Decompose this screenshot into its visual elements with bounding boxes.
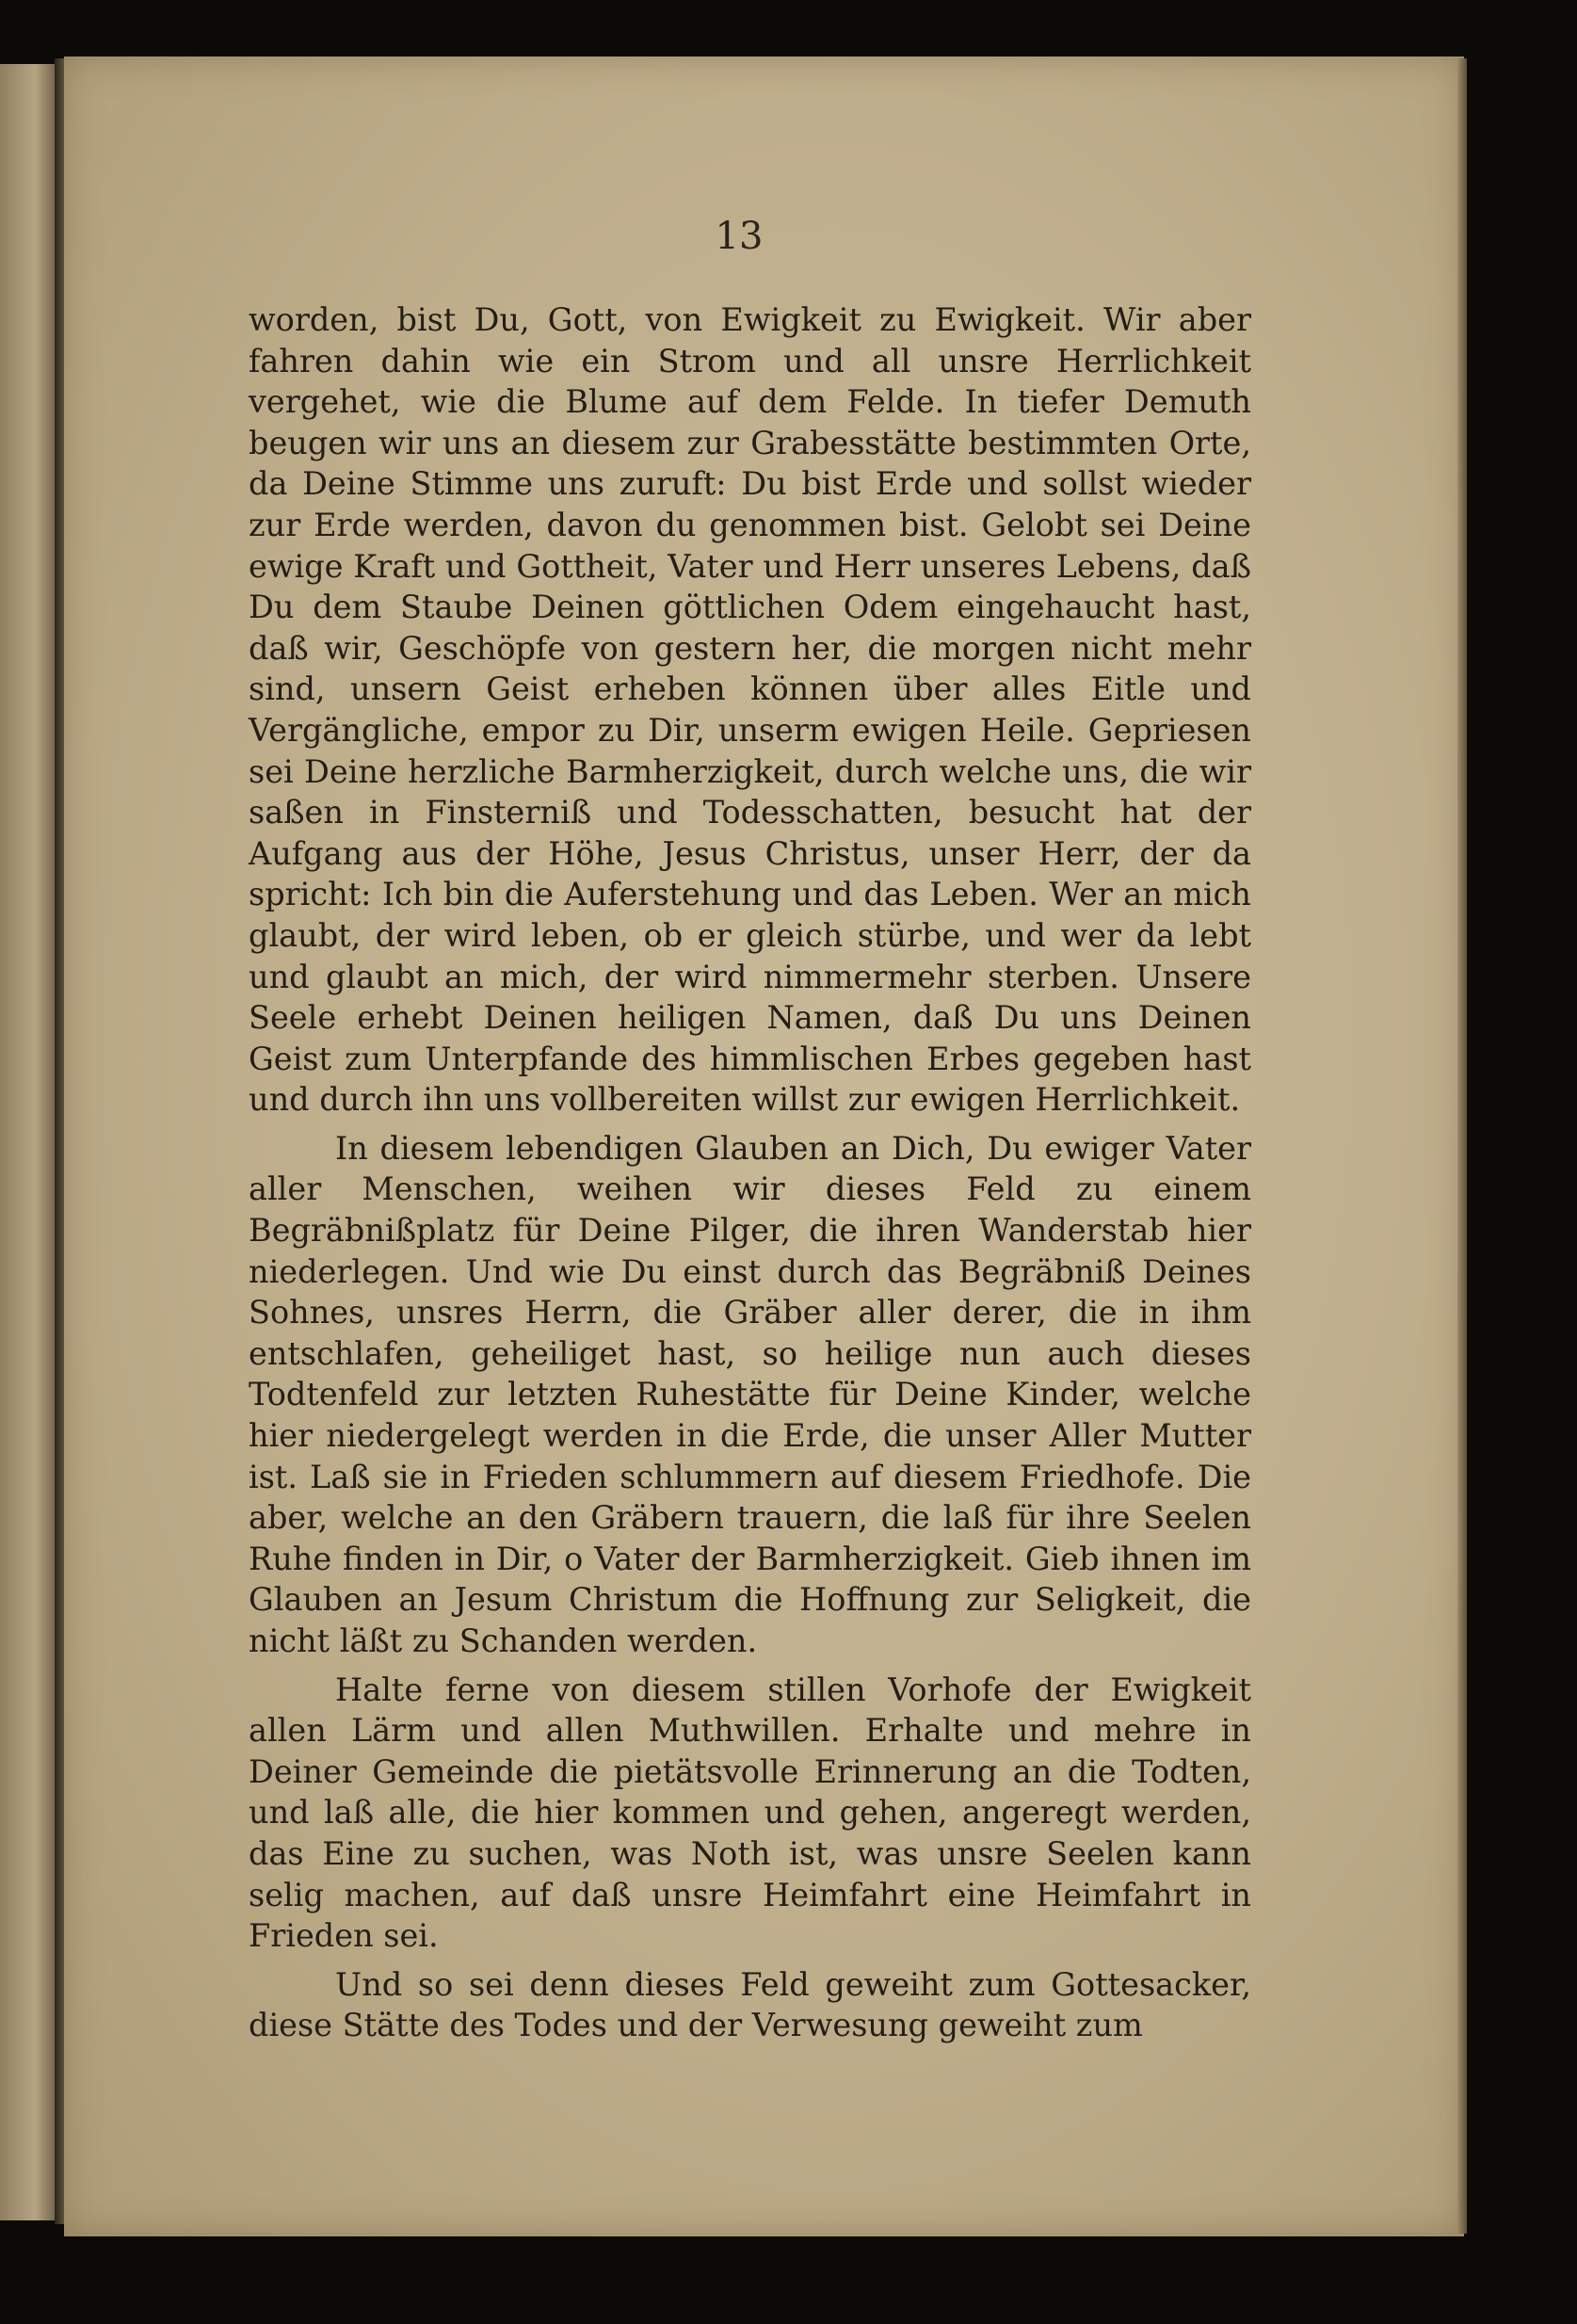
page-number: 13 (715, 215, 764, 258)
paragraph-2: In diesem lebendigen Glauben an Dich, Du ewiger Vater aller Menschen, weihen wir dieses Feld zu einem Begräbnißplatz für Deine Pilger, die ihren Wanderstab hier niederlegen. Und wie Du einst durch das Begräbniß Deines Sohnes, unsres Herrn, die Gräber aller derer, die in ihm entschlafen, geheiliget hast, so heilige nun auch dieses Todtenfeld zur letzten Ruhestätte für Deine Kinder, welche hier niedergelegt werden in die Erde, die unser Aller Mutter ist. Laß sie in Frieden schlummern auf diesem Friedhofe. Die aber, welche an den Gräbern trauern, die laß für ihre Seelen Ruhe finden in Dir, o Vater der Barmherzigkeit. Gieb ihnen im Glauben an Jesum Christum die Hoffnung zur Seligkeit, die nicht läßt zu Schanden werden. (249, 1129, 1251, 1659)
body-text (249, 299, 1251, 2046)
left-page-edge (0, 64, 58, 2220)
paragraph-4: Und so sei denn dieses Feld geweiht zum Gottesacker, diese Stätte des Todes und der Verwesung geweiht zum (249, 1965, 1251, 2044)
page-right-edge (1457, 58, 1467, 2234)
paragraph-1: worden, bist Du, Gott, von Ewigkeit zu Ewigkeit. Wir aber fahren dahin wie ein Strom und all unsre Herrlichkeit vergehet, wie die Blume auf dem Felde. In tiefer Demuth beugen wir uns an diesem zur Grabesstätte bestimmten Orte, da Deine Stimme uns zuruft: Du bist Erde und sollst wieder zur Erde werden, davon du genommen bist. Gelobt sei Deine ewige Kraft und Gottheit, Vater und Herr unseres Lebens, daß Du dem Staube Deinen göttlichen Odem eingehaucht hast, daß wir, Geschöpfe von gestern her, die morgen nicht mehr sind, unsern Geist erheben können über alles Eitle und Vergängliche, empor zu Dir, unserm ewigen Heile. Gepriesen sei Deine herzliche Barmherzigkeit, durch welche uns, die wir saßen in Finsterniß und Todesschatten, besucht hat der Aufgang aus der Höhe, Jesus Christus, unser Herr, der da spricht: Ich bin die Auferstehung und das Leben. Wer an mich glaubt, der wird leben, ob er gleich stürbe, und wer da lebt und glaubt an mich, der wird nimmermehr sterben. Unsere Seele erhebt Deinen heiligen Namen, daß Du uns Deinen Geist zum Unterpfande des himmlischen Erbes gegeben hast und durch ihn uns vollbereiten willst zur ewigen Herrlichkeit. (249, 301, 1251, 1119)
paragraph-3: Halte ferne von diesem stillen Vorhofe der Ewigkeit allen Lärm und allen Muthwillen. Erhalte und mehre in Deiner Gemeinde die pietätsvolle Erinnerung an die Todten, und laß alle, die hier kommen und gehen, angeregt werden, das Eine zu suchen, was Noth ist, was unsre Seelen kann selig machen, auf daß unsre Heimfahrt eine Heimfahrt in Frieden sei. (249, 1670, 1251, 1955)
